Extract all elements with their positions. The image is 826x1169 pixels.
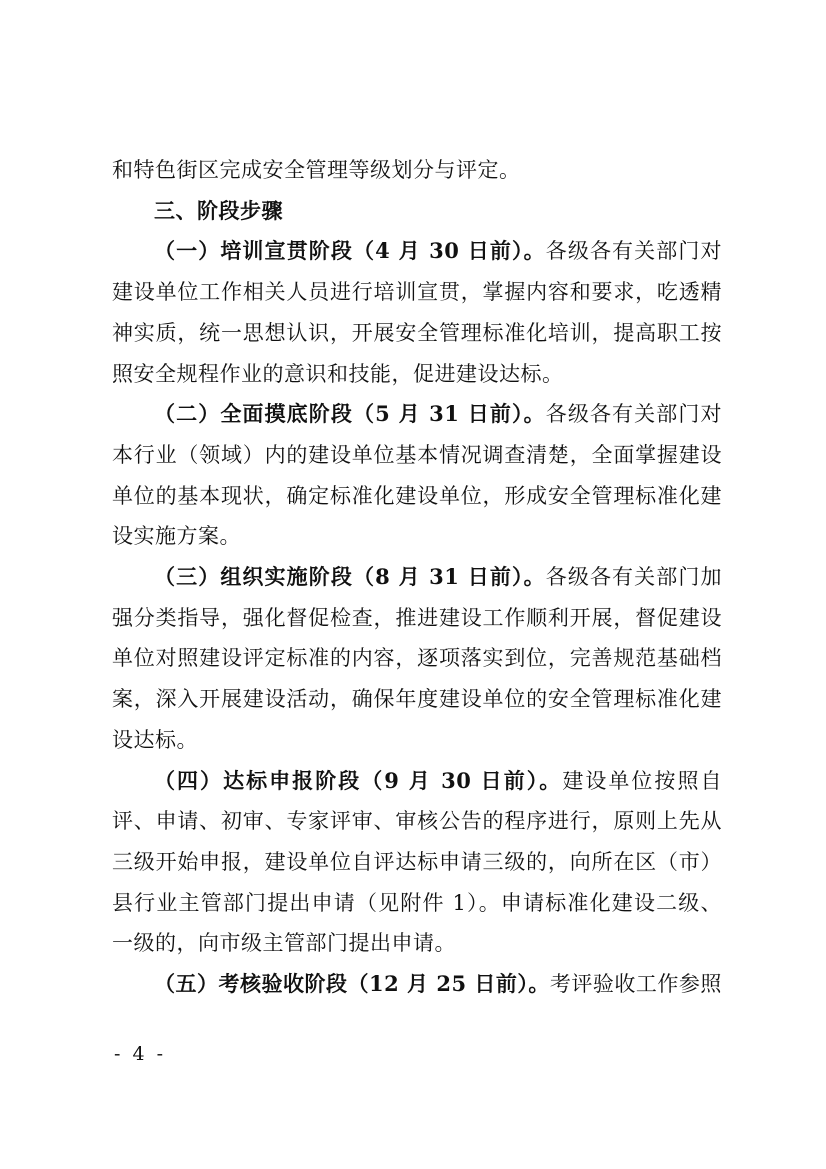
- stage-body-3: 各级各有关部门加强分类指导，强化督促检查，推进建设工作顺利开展，督促建设单位对照建设评定标准的内容，逐项落实到位，完善规范基础档案，深入开展建设活动，确保年度建设单位的安全管理标准化建设达标。: [112, 565, 722, 752]
- stage-body-2: 各级各有关部门对本行业（领域）内的建设单位基本情况调查清楚，全面掌握建设单位的基本现状，确定标准化建设单位，形成安全管理标准化建设实施方案。: [112, 402, 722, 549]
- page-number: - 4 -: [114, 1043, 167, 1065]
- stage-paragraph-4: [112, 761, 722, 965]
- stage-paragraph-1: [112, 231, 722, 394]
- stage-body-5: 考评验收工作参照: [549, 972, 722, 997]
- stage-body-1: 各级各有关部门对建设单位工作相关人员进行培训宣贯，掌握内容和要求，吃透精神实质，统一思想认识，开展安全管理标准化培训，提高职工按照安全规程作业的意识和技能，促进建设达标。: [112, 239, 722, 386]
- stage-title-3: （三）组织实施阶段（8 月 31 日前）。: [154, 564, 546, 590]
- stage-paragraph-3: [112, 557, 722, 761]
- stage-title-5: （五）考核验收阶段（12 月 25 日前）。: [154, 971, 550, 997]
- stage-title-2: （二）全面摸底阶段（5 月 31 日前）。: [154, 401, 546, 427]
- stage-body-4: 建设单位按照自评、申请、初审、专家评审、审核公告的程序进行，原则上先从三级开始申报，建设单位自评达标申请三级的，向所在区（市）县行业主管部门提出申请（见附件 1）。申请标准化建设二级、一级的，向市级主管部门提出申请。: [112, 768, 722, 956]
- continuation-paragraph: 和特色街区完成安全管理等级划分与评定。: [112, 158, 521, 182]
- stage-paragraph-5: [112, 964, 722, 1005]
- stage-title-4: （四）达标申报阶段（9 月 30 日前）。: [154, 767, 563, 793]
- document-body: [112, 150, 722, 1005]
- stage-title-1: （一）培训宣贯阶段（4 月 30 日前）。: [154, 238, 546, 264]
- stage-paragraph-2: [112, 394, 722, 557]
- section-heading: 三、阶段步骤: [154, 198, 283, 223]
